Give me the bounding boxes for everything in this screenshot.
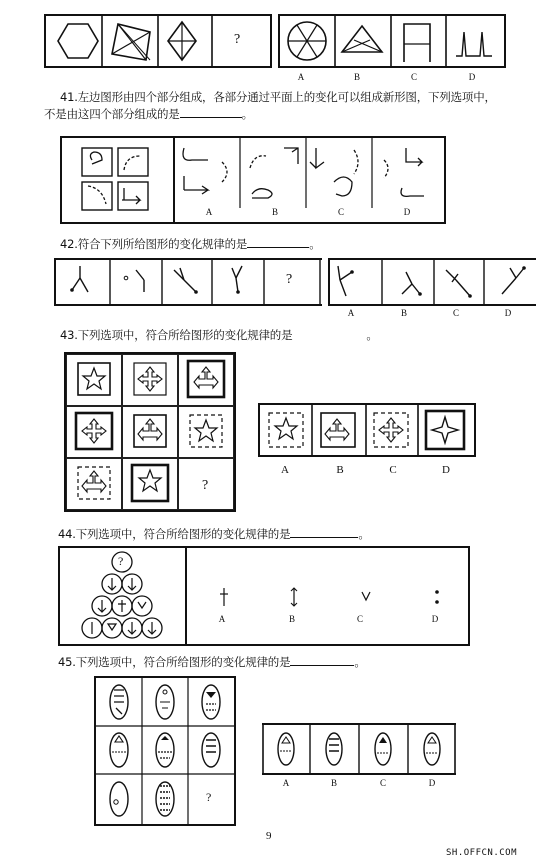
q42-sequence-figures (56, 260, 322, 304)
q43-option-a-label[interactable]: A (281, 464, 289, 476)
q41-option-d-label[interactable]: D (403, 207, 411, 217)
q42-option-d-label[interactable]: D (504, 308, 512, 318)
q42-number: 42. (60, 237, 78, 251)
q40-option-b-label[interactable]: B (353, 72, 360, 82)
q45-option-c-label[interactable]: C (379, 778, 386, 788)
q43-question-mark: ? (202, 478, 209, 493)
q41-number: 41. (60, 90, 78, 104)
q40-question-mark: ? (234, 32, 241, 47)
q41-question (60, 90, 530, 105)
q44-end: 。 (358, 527, 370, 541)
q43-end: 。 (366, 328, 378, 342)
q43-option-c-label[interactable]: C (389, 464, 397, 476)
q40-option-a-label[interactable]: A (297, 72, 305, 82)
q45-text: 下列选项中，符合所给图形的变化规律的是 (75, 655, 291, 669)
q44-question (58, 526, 528, 542)
q44-option-b-label[interactable]: B (288, 614, 295, 624)
q45-option-figures (262, 725, 456, 773)
q40-option-d-label[interactable]: D (468, 72, 476, 82)
q44-text: 下列选项中，符合所给图形的变化规律的是 (75, 527, 291, 541)
q41-text-line1: 左边图形由四个部分组成，各部分通过平面上的变化可以组成新形图，下列选项中， (77, 90, 496, 104)
q41-figure-box (60, 136, 446, 224)
q42-option-c-label[interactable]: C (452, 308, 459, 318)
q40-option-c-label[interactable]: C (410, 72, 417, 82)
q44-answer-blank[interactable] (290, 526, 358, 538)
q45-grid-figures (96, 678, 234, 824)
q43-grid-figures (66, 354, 234, 510)
q44-option-c-label[interactable]: C (356, 614, 363, 624)
q42-question (60, 236, 530, 252)
q44-number: 44. (58, 527, 76, 541)
q45-option-a-label[interactable]: A (282, 778, 290, 788)
q43-question (60, 328, 530, 343)
q42-question-mark: ? (286, 272, 293, 287)
q41-question-line2 (44, 106, 514, 122)
q40-option-figures (280, 16, 504, 66)
q45-grid (94, 676, 236, 826)
q43-option-b-label[interactable]: B (336, 464, 344, 476)
page-number: 9 (266, 830, 272, 842)
q43-text: 下列选项中，符合所给图形的变化规律的是 (77, 328, 293, 342)
q44-option-d-label[interactable]: D (431, 614, 439, 624)
q42-option-b-label[interactable]: B (400, 308, 407, 318)
q41-end: 。 (241, 107, 253, 121)
q44-option-a-label[interactable]: A (218, 614, 226, 624)
q45-answer-blank[interactable] (290, 654, 354, 666)
q45-options-strip (262, 723, 456, 775)
q42-end: 。 (309, 237, 321, 251)
q43-grid (64, 352, 236, 512)
q42-option-a-label[interactable]: A (347, 308, 355, 318)
q41-option-b-label[interactable]: B (271, 207, 278, 217)
q45-question-mark: ? (206, 790, 212, 804)
q41-answer-blank[interactable] (180, 106, 242, 118)
q42-answer-blank[interactable] (247, 236, 309, 248)
q42-sequence-strip (54, 258, 322, 306)
q43-option-d-label[interactable]: D (442, 464, 450, 476)
q45-end: 。 (354, 655, 366, 669)
q45-option-d-label[interactable]: D (428, 778, 436, 788)
q41-text-line2: 不是由这四个部分组成的是 (44, 107, 180, 121)
q40-hexagon-figure (46, 16, 266, 66)
q43-option-figures (260, 405, 474, 455)
q41-option-c-label[interactable]: C (337, 207, 344, 217)
q42-option-figures (330, 260, 536, 304)
q42-options-strip (328, 258, 536, 306)
q45-option-b-label[interactable]: B (330, 778, 337, 788)
q44-figure-box (58, 546, 470, 646)
q40-options-box (278, 14, 506, 68)
q43-number: 43. (60, 328, 78, 342)
site-watermark: SH.OFFCN.COM (446, 848, 518, 858)
q41-parts-figure (62, 138, 442, 222)
q42-text: 符合下列所给图形的变化规律的是 (77, 237, 248, 251)
q45-number: 45. (58, 655, 76, 669)
q41-option-a-label[interactable]: A (205, 207, 213, 217)
q45-question (58, 654, 528, 670)
q43-options-box (258, 403, 476, 457)
q44-question-mark: ? (118, 554, 124, 568)
q40-sequence-box (44, 14, 272, 68)
